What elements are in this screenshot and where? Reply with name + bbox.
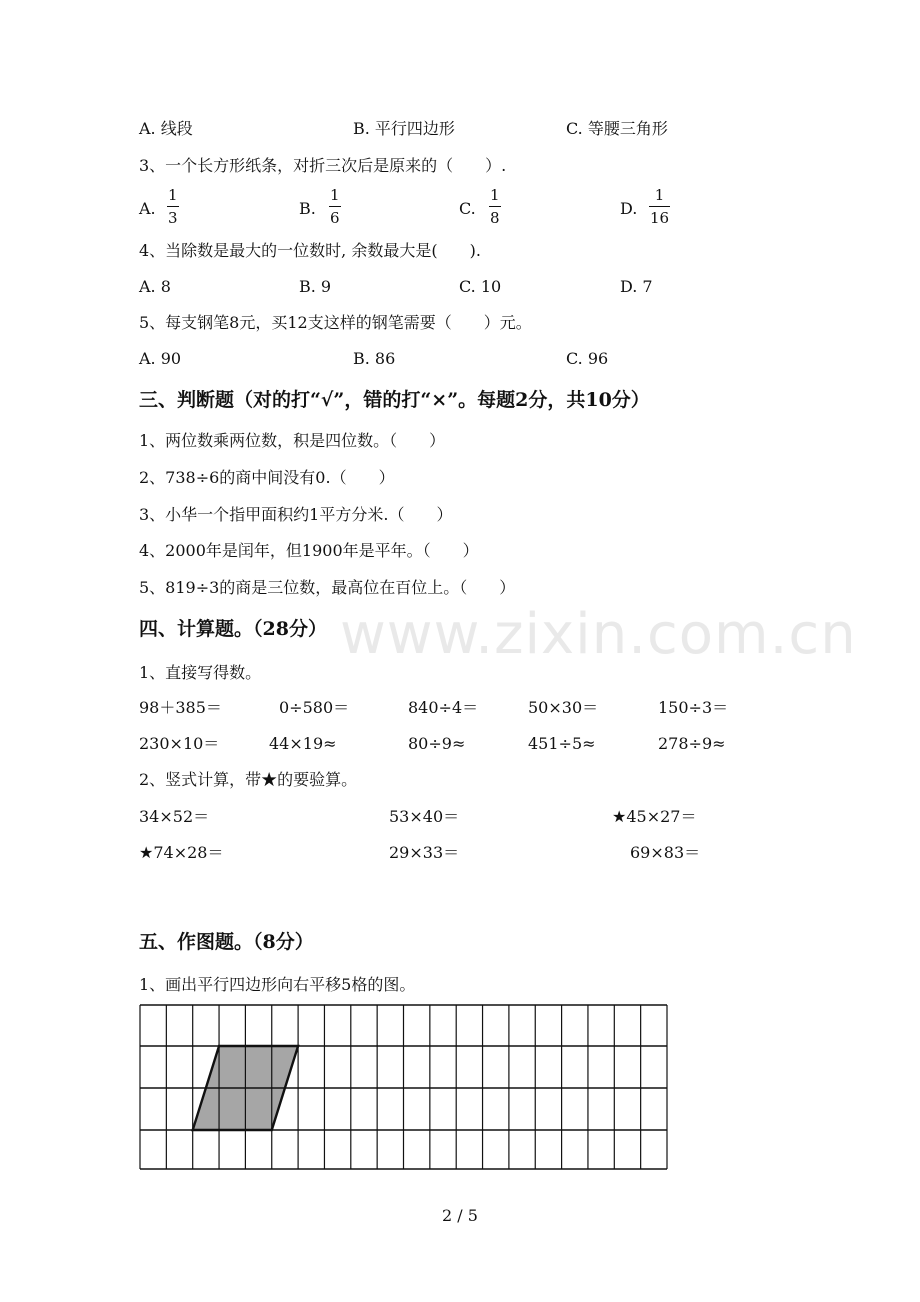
calc-row2-1: 230×10＝ — [139, 734, 220, 753]
calc-row1-2: 0÷580＝ — [279, 698, 350, 717]
q4-option-b: B. 9 — [299, 277, 332, 296]
section4-q1: 1、直接写得数。 — [139, 663, 262, 682]
vertical-calc-row2-2: 29×33＝ — [389, 843, 460, 862]
q4-option-a: A. 8 — [139, 277, 171, 296]
section3-item-4: 4、2000年是闰年，但1900年是平年。（ ） — [139, 541, 479, 560]
q3-option-a-fraction — [167, 186, 179, 227]
calc-row1-3: 840÷4＝ — [408, 698, 479, 717]
q4-stem: 4、当除数是最大的一位数时, 余数最大是( ). — [139, 241, 481, 260]
fraction-bar — [649, 206, 670, 207]
fraction-denominator: 16 — [650, 209, 670, 227]
watermark: www.zixin.com.cn — [340, 602, 857, 667]
q4-option-d: D. 7 — [620, 277, 653, 296]
section3-item-1: 1、两位数乘两位数，积是四位数。（ ） — [139, 431, 446, 450]
calc-row1-5: 150÷3＝ — [658, 698, 729, 717]
drawing-grid — [139, 1004, 669, 1172]
vertical-calc-row1-2: 53×40＝ — [389, 807, 460, 826]
section3-item-5: 5、819÷3的商是三位数，最高位在百位上。（ ） — [139, 578, 516, 597]
fraction-numerator: 1 — [168, 186, 178, 204]
fraction-bar — [167, 206, 179, 207]
section4-q2: 2、竖式计算，带★的要验算。 — [139, 770, 358, 789]
q5-option-b: B. 86 — [353, 349, 396, 368]
section3-item-2: 2、738÷6的商中间没有0.（ ） — [139, 468, 395, 487]
q3-option-c-label: C. — [459, 199, 476, 218]
calc-row2-2: 44×19≈ — [269, 734, 337, 753]
q3-option-d-label: D. — [620, 199, 638, 218]
section5-q1: 1、画出平行四边形向右平移5格的图。 — [139, 975, 416, 994]
section3-title: 三、判断题（对的打“√”，错的打“×”。每题2分，共10分） — [139, 389, 650, 411]
q2-option-a: A. 线段 — [139, 119, 193, 138]
calc-row2-4: 451÷5≈ — [528, 734, 596, 753]
q3-option-c-fraction — [489, 186, 501, 227]
vertical-calc-row2-3: 69×83＝ — [630, 843, 701, 862]
section3-item-3: 3、小华一个指甲面积约1平方分米.（ ） — [139, 505, 453, 524]
vertical-calc-row1-1: 34×52＝ — [139, 807, 210, 826]
vertical-calc-row2-1: ★74×28＝ — [139, 843, 224, 862]
page-number: 2 / 5 — [442, 1206, 478, 1225]
q3-stem: 3、一个长方形纸条，对折三次后是原来的（ ）. — [139, 156, 507, 175]
fraction-bar — [329, 206, 341, 207]
q5-option-c: C. 96 — [566, 349, 609, 368]
section5-title: 五、作图题。（8分） — [139, 931, 314, 953]
fraction-numerator: 1 — [654, 186, 665, 204]
fraction-denominator: 3 — [168, 209, 178, 227]
section4-title: 四、计算题。（28分） — [139, 618, 327, 640]
q4-option-c: C. 10 — [459, 277, 502, 296]
fraction-denominator: 8 — [490, 209, 500, 227]
calc-row1-4: 50×30＝ — [528, 698, 599, 717]
fraction-numerator: 1 — [490, 186, 500, 204]
q3-option-b-label: B. — [299, 199, 316, 218]
q2-option-c: C. 等腰三角形 — [566, 119, 668, 138]
calc-row1-1: 98＋385＝ — [139, 698, 222, 717]
calc-row2-3: 80÷9≈ — [408, 734, 466, 753]
q5-stem: 5、每支钢笔8元，买12支这样的钢笔需要（ ）元。 — [139, 313, 532, 332]
q2-option-b: B. 平行四边形 — [353, 119, 455, 138]
q3-option-d-fraction — [649, 186, 670, 227]
q5-option-a: A. 90 — [139, 349, 182, 368]
calc-row2-5: 278÷9≈ — [658, 734, 726, 753]
q3-option-a-label: A. — [139, 199, 156, 218]
fraction-denominator: 6 — [330, 209, 340, 227]
fraction-numerator: 1 — [330, 186, 340, 204]
q3-option-b-fraction — [329, 186, 341, 227]
vertical-calc-row1-3: ★45×27＝ — [612, 807, 697, 826]
fraction-bar — [489, 206, 501, 207]
